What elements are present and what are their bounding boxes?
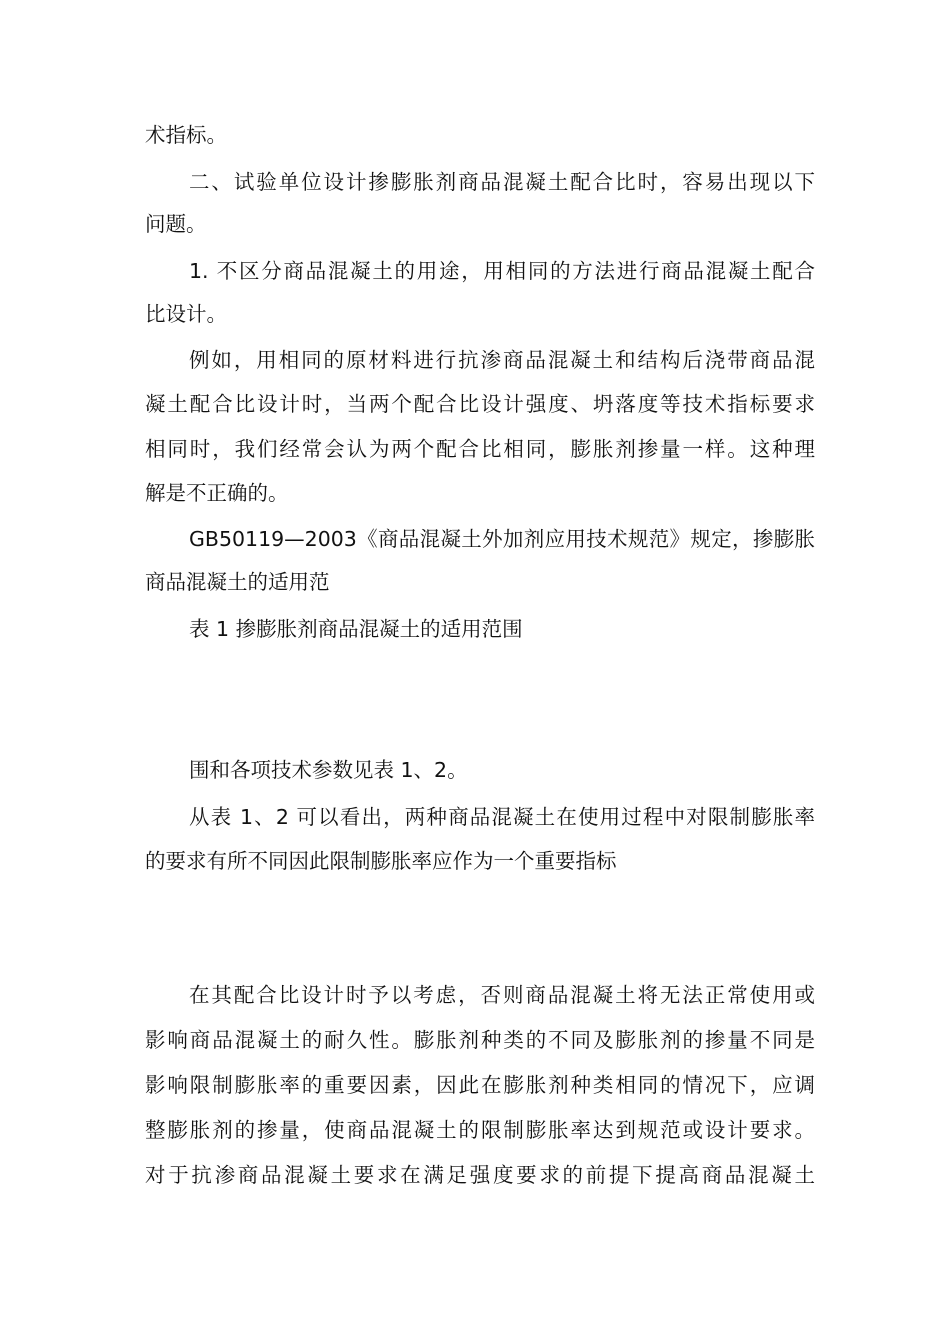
text-line: 解是不正确的。 [145,481,289,505]
text-line: 二、试验单位设计掺膨胀剂商品混凝土配合比时，容易出现以下 [189,170,815,194]
text-line: 对于抗渗商品混凝土要求在满足强度要求的前提下提高商品混凝土 [145,1163,815,1187]
text-line: 相同时，我们经常会认为两个配合比相同，膨胀剂掺量一样。这种理 [145,437,815,461]
text-line: 从表 1、2 可以看出，两种商品混凝土在使用过程中对限制膨胀率 [189,805,815,829]
text-line: 例如，用相同的原材料进行抗渗商品混凝土和结构后浇带商品混 [189,348,815,372]
text-line: 的要求有所不同因此限制膨胀率应作为一个重要指标 [145,849,617,873]
text-line: 1. 不区分商品混凝土的用途，用相同的方法进行商品混凝土配合 [189,259,815,283]
text-line: 影响限制膨胀率的重要因素，因此在膨胀剂种类相同的情况下，应调 [145,1073,815,1097]
text-line: 问题。 [145,212,207,236]
text-line: 围和各项技术参数见表 1、2。 [189,758,468,782]
text-line: 在其配合比设计时予以考虑，否则商品混凝土将无法正常使用或 [189,983,815,1007]
text-line: 凝土配合比设计时，当两个配合比设计强度、坍落度等技术指标要求 [145,392,815,416]
text-line: 术指标。 [145,123,227,147]
text-line: 比设计。 [145,302,227,326]
text-line: 商品混凝土的适用范 [145,570,330,594]
text-line: GB50119—2003《商品混凝土外加剂应用技术规范》规定，掺膨胀 [189,527,815,551]
text-line: 影响商品混凝土的耐久性。膨胀剂种类的不同及膨胀剂的掺量不同是 [145,1028,815,1052]
table-caption: 表 1 掺膨胀剂商品混凝土的适用范围 [189,617,523,641]
text-line: 整膨胀剂的掺量，使商品混凝土的限制膨胀率达到规范或设计要求。 [145,1118,815,1142]
